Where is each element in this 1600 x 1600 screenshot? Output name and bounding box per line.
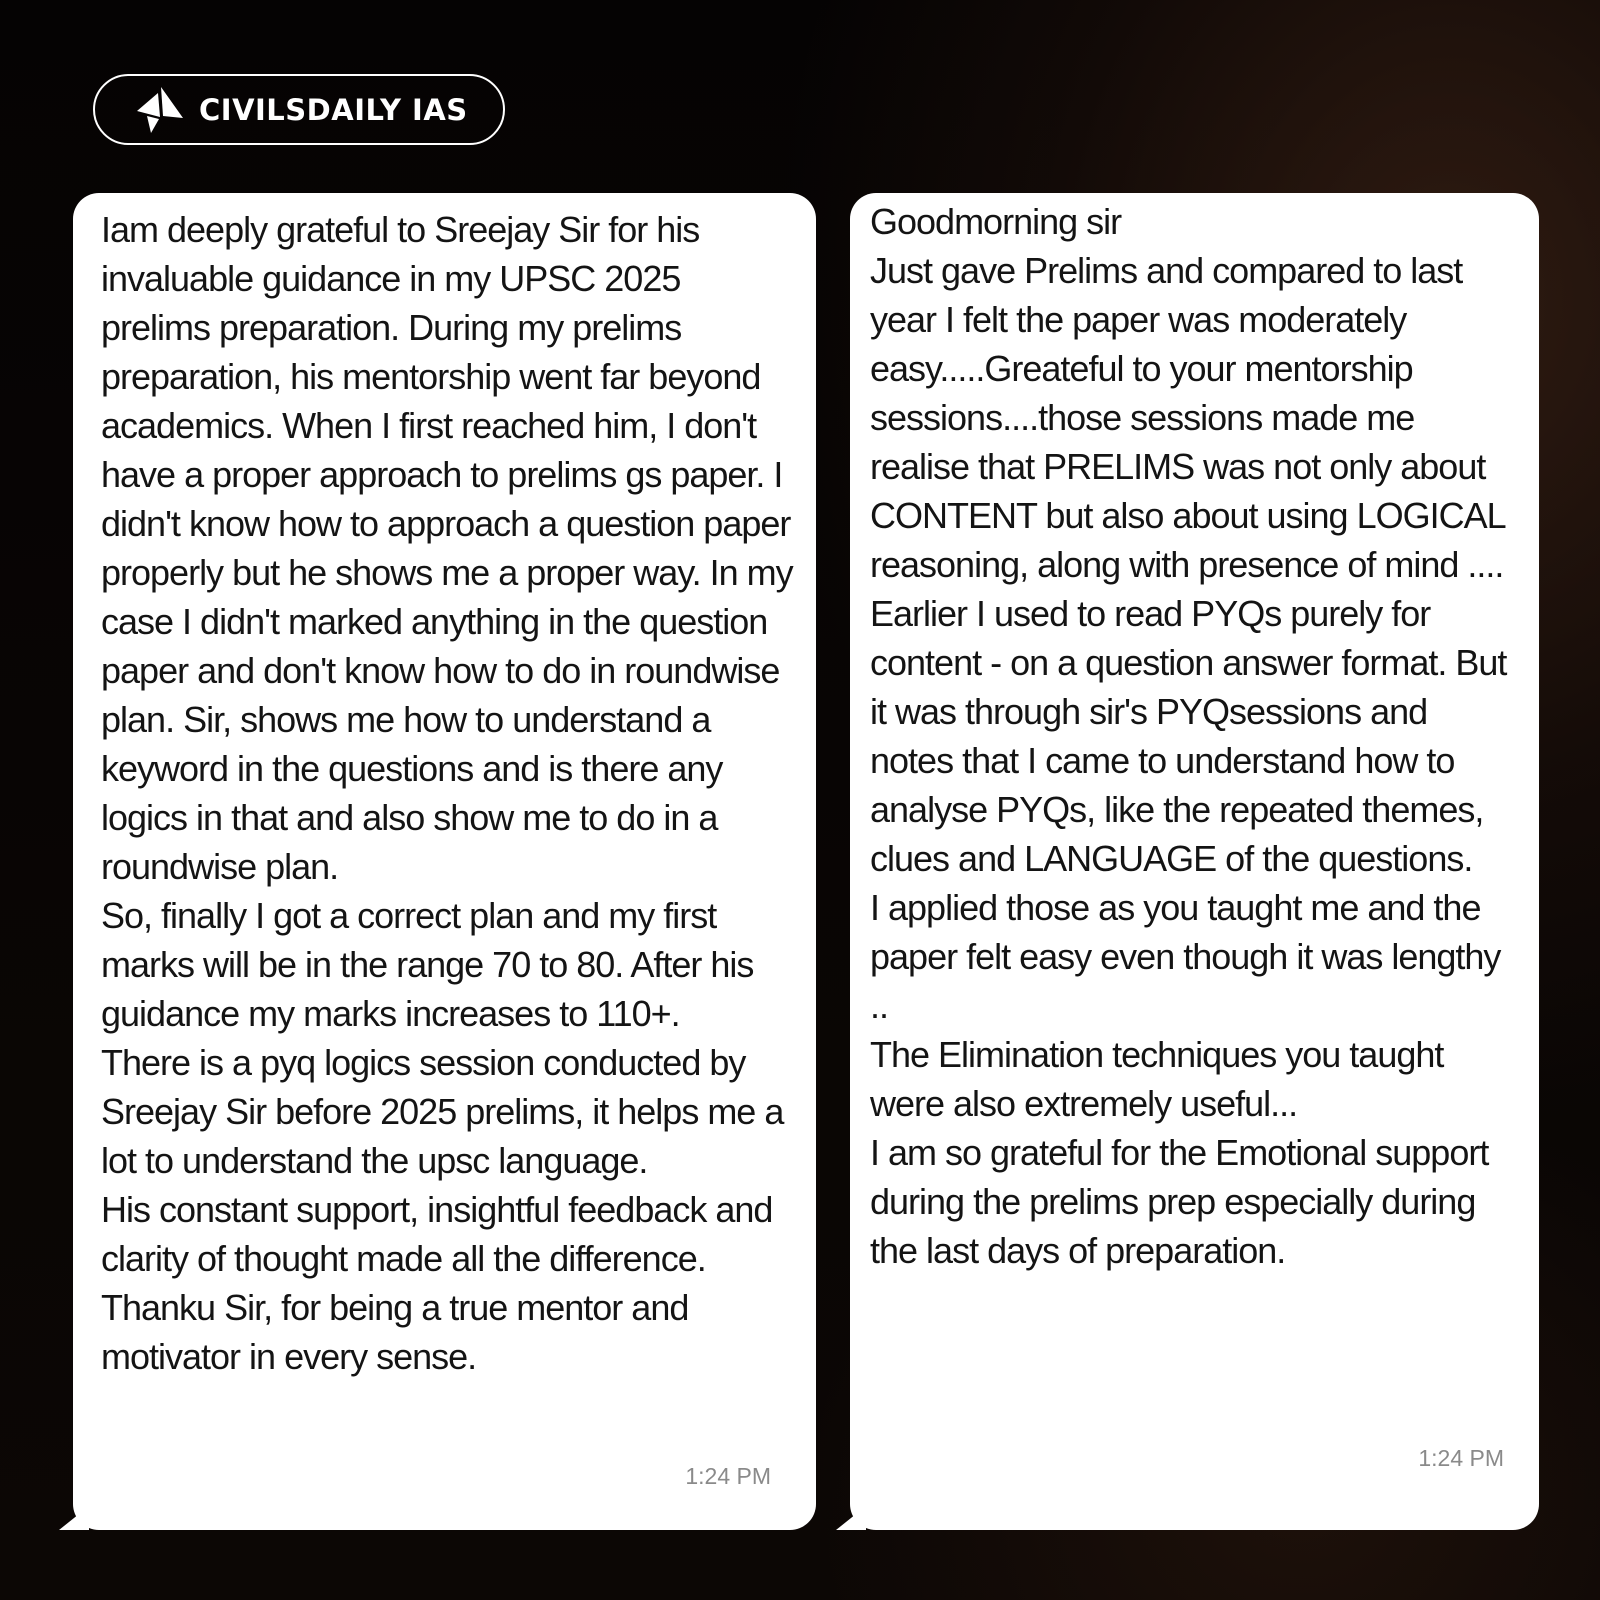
paper-plane-logo-icon [135, 85, 185, 135]
brand-badge [93, 74, 505, 145]
message-text: Goodmorning sir Just gave Prelims and compared to last year I felt the paper was moderately easy.....Greateful to your mentorship sessions....those sessions made me realise that PRELIMS was not only about CONTENT but also about using LOGICAL reasoning, along with presence of mind .... Earlier I used to read PYQs purely for content - on a question answer format. But it was through sir's PYQsessions and notes that I came to understand how to analyse PYQs, like the repeated themes, clues and LANGUAGE of the questions. I applied those as you taught me and the paper felt easy even though it was lengthy .. The Elimination techniques you taught were also extremely useful... I am so grateful for the Emotional support during the prelims prep especially during the last days of preparation. [870, 201, 1507, 1271]
chat-bubble-left [73, 193, 816, 1530]
chat-bubble-right [850, 193, 1539, 1530]
brand-name: CIVILSDAILY IAS [199, 92, 468, 127]
message-timestamp: 1:24 PM [1418, 1445, 1504, 1471]
message-text: Iam deeply grateful to Sreejay Sir for his invaluable guidance in my UPSC 2025 prelims preparation. During my prelims preparation, his mentorship went far beyond academics. When I first reached him, I don't have a proper approach to prelims gs paper. I didn't know how to approach a question paper properly but he shows me a proper way. In my case I didn't marked anything in the question paper and don't know how to do in roundwise plan. Sir, shows me how to understand a keyword in the questions and is there any logics in that and also show me to do in a roundwise plan. So, finally I got a correct plan and my first marks will be in the range 70 to 80. After his guidance my marks increases to 110+. There is a pyq logics session conducted by Sreejay Sir before 2025 prelims, it helps me a lot to understand the upsc language. His constant support, insightful feedback and clarity of thought made all the difference. Thanku Sir, for being a true mentor and motivator in every sense. [101, 209, 793, 1377]
message-timestamp: 1:24 PM [685, 1463, 771, 1489]
